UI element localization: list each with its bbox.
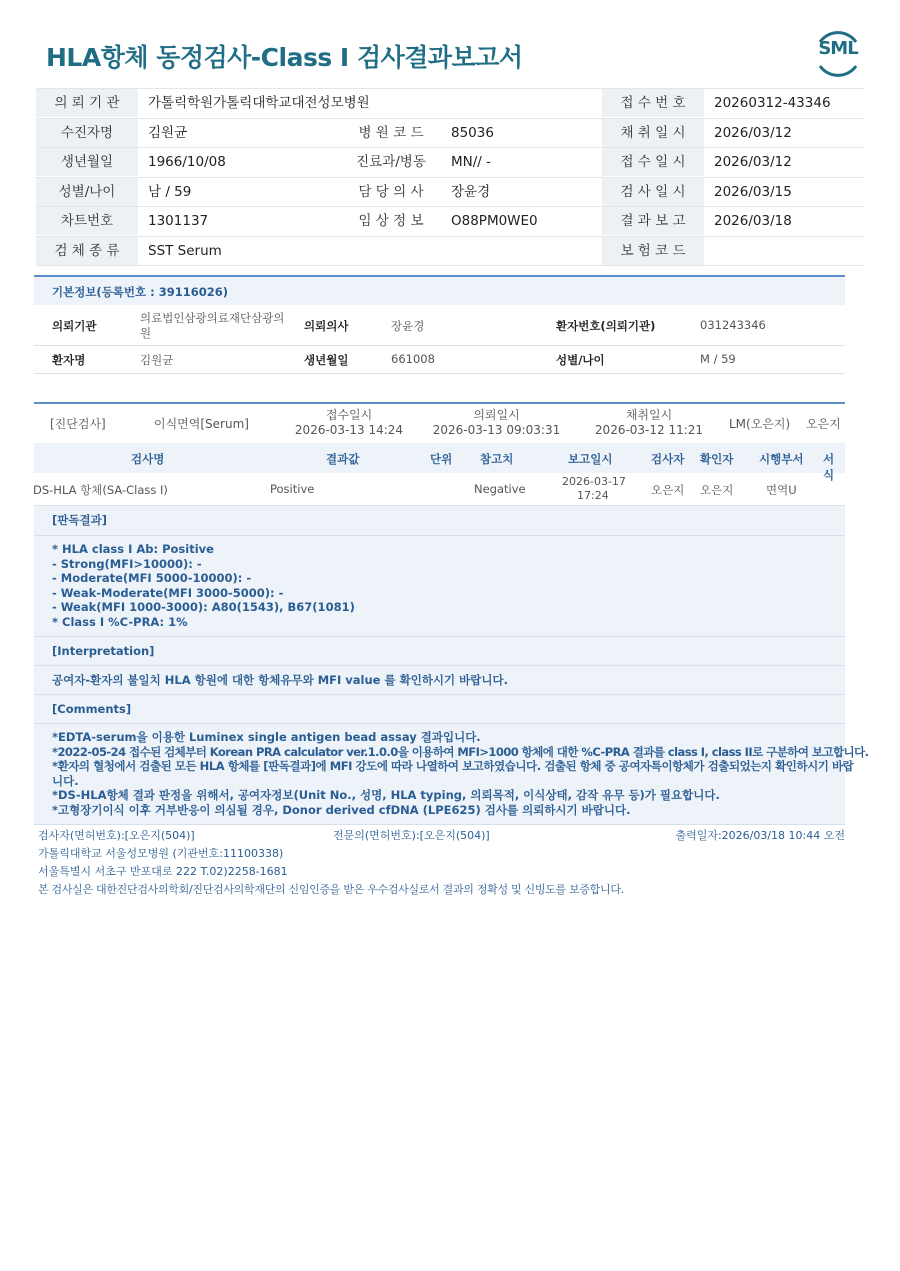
basic-value: M / 59 [700, 352, 736, 366]
basic-value: 661008 [391, 352, 435, 366]
col-header: 단위 [430, 452, 453, 466]
received-label: 접수일시 [325, 408, 373, 422]
info-value: 남 / 59 [148, 183, 192, 200]
info-value: 2026/03/12 [714, 124, 792, 141]
info-value: 1301137 [148, 213, 209, 229]
person-name: 오은지 [806, 417, 841, 431]
interpretation-heading-panel [34, 637, 845, 666]
patient-info-grid [36, 88, 864, 266]
print-date: 출력일자:2026/03/18 10:44 오전 [675, 829, 845, 842]
judgement-heading: [판독결과] [52, 513, 107, 527]
col-header: 참고치 [480, 452, 514, 466]
checker-name: 오은지 [700, 483, 734, 497]
info-value: 2026/03/18 [714, 213, 792, 229]
judgement-line: - Weak-Moderate(MFI 3000-5000): - [52, 585, 284, 600]
info-value: SST Serum [148, 242, 222, 259]
hospital-name: 가톨릭대학교 서울성모병원 (기관번호:11100338) [38, 847, 284, 860]
info-label: 임 상 정 보 [358, 213, 424, 229]
basic-label: 환자번호(의뢰기관) [556, 319, 656, 333]
col-header: 확인자 [700, 452, 734, 466]
judgement-line: - Strong(MFI>10000): - [52, 556, 202, 571]
info-label: 의 뢰 기 관 [36, 89, 138, 117]
col-header: 검사자 [651, 452, 685, 466]
comments-heading-panel [34, 695, 845, 724]
judgement-line: - Weak(MFI 1000-3000): A80(1543), B67(1081) [52, 600, 355, 615]
comments-heading: [Comments] [52, 702, 132, 716]
logo-text: SML [818, 38, 858, 59]
exam-dept: 이식면역[Serum] [154, 417, 249, 431]
comments-panel [34, 724, 869, 825]
reference-value: Negative [474, 482, 526, 496]
exec-dept: 면역U [766, 483, 797, 497]
info-value: 가톨릭학원가톨릭대학교대전성모병원 [148, 95, 370, 111]
col-header: 보고일시 [568, 452, 613, 466]
basic-label: 의뢰의사 [304, 319, 349, 333]
exam-category: [진단검사] [50, 417, 106, 431]
info-row [36, 88, 864, 119]
info-label: 검 사 일 시 [602, 178, 704, 206]
requested-value: 2026-03-13 09:03:31 [432, 423, 561, 437]
judgement-heading-panel [34, 506, 845, 536]
judgement-line: * HLA class I Ab: Positive [52, 542, 214, 556]
collected-value: 2026-03-12 11:21 [594, 423, 704, 437]
report-date: 2026-03-17 [562, 475, 626, 488]
collected-label: 채취일시 [625, 408, 673, 422]
basic-info-row [34, 304, 845, 346]
basic-info-header [34, 275, 845, 305]
info-value: O88PM0WE0 [451, 213, 538, 229]
comment-line: *DS-HLA항체 결과 판정을 위해서, 공여자정보(Unit No., 성명, HLA typing, 의뢰목적, 이식상태, 감작 유무 등)가 필요합니다. [52, 788, 720, 803]
info-label: 검 체 종 류 [36, 237, 138, 265]
basic-value: 원 [140, 326, 152, 340]
col-header: 검사명 [131, 452, 165, 466]
info-row [36, 178, 864, 208]
info-value: 김원균 [148, 124, 188, 141]
info-label: 채 취 일 시 [602, 119, 704, 147]
basic-value: 의료법인삼광의료재단삼광의 [140, 311, 285, 325]
info-value: 1966/10/08 [148, 154, 226, 170]
comment-line: *환자의 혈청에서 검출된 모든 HLA 항체를 [판독결과]에 MFI 강도에 따라 나열하여 보고하였습니다. 검출된 항체 중 공여자특이항체가 검출되었는지 확인하시기 바랍 [52, 759, 854, 774]
interpretation-panel [34, 666, 845, 695]
requested-label: 의뢰일시 [473, 408, 520, 422]
comment-line: *EDTA-serum을 이용한 Luminex single antigen bead assay 결과입니다. [52, 730, 481, 744]
info-label: 보 험 코 드 [602, 237, 704, 265]
info-label: 진료과/병동 [356, 154, 426, 170]
judgement-panel [34, 536, 845, 637]
info-value: MN// - [451, 154, 492, 170]
report-time: 17:24 [577, 489, 609, 502]
certification-note: 본 검사실은 대한진단검사의학회/진단검사의학재단의 신임인증을 받은 우수검사실로서 결과의 정확성 및 신빙도를 보증합니다. [38, 883, 624, 896]
interpretation-text: 공여자-환자의 불일치 HLA 항원에 대한 항체유무와 MFI value 를 확인하시기 바랍니다. [52, 673, 508, 687]
basic-info-heading: 기본정보(등록번호 : 39116026) [52, 285, 229, 299]
table-row [34, 473, 845, 506]
report-title: HLA항체 동정검사-Class I 검사결과보고서 [46, 43, 523, 72]
info-value: 2026/03/15 [714, 183, 792, 200]
info-value: 장윤경 [451, 183, 491, 200]
specialist-license: 전문의(면허번호):[오은지(504)] [333, 829, 490, 842]
info-row [36, 237, 864, 267]
info-label: 결 과 보 고 [602, 207, 704, 235]
tester-name: 오은지 [651, 483, 685, 497]
col-header: 서식 [823, 452, 835, 482]
col-header: 결과값 [326, 452, 360, 466]
tester-license: 검사자(면허번호):[오은지(504)] [38, 829, 195, 842]
comment-line: *2022-05-24 접수된 검체부터 Korean PRA calculator ver.1.0.0을 이용하여 MFI>1000 항체에 대한 %C-PRA 결과를 class I, class II로 구분하여 보고합니다. [52, 744, 869, 759]
basic-label: 성별/나이 [556, 353, 605, 367]
info-value: 20260312-43346 [714, 95, 831, 111]
info-label: 생년월일 [36, 148, 138, 176]
basic-info-row [34, 346, 845, 374]
info-row [36, 207, 864, 237]
test-name: DS-HLA 항체(SA-Class I) [33, 483, 168, 497]
basic-label: 생년월일 [304, 353, 349, 367]
info-label: 성별/나이 [36, 178, 138, 206]
hospital-address: 서울특별시 서초구 반포대로 222 T.02)2258-1681 [38, 865, 288, 878]
info-value: 2026/03/12 [714, 154, 792, 170]
info-row [36, 119, 864, 149]
info-label: 수진자명 [36, 119, 138, 147]
col-header: 시행부서 [759, 452, 804, 466]
basic-label: 의뢰기관 [52, 319, 97, 333]
info-value: 85036 [451, 124, 494, 141]
lm-name: LM(오은지) [729, 417, 791, 431]
info-value [714, 237, 864, 265]
basic-value: 김원균 [140, 353, 174, 367]
interpretation-heading: [Interpretation] [52, 644, 155, 658]
info-label: 차트번호 [36, 207, 138, 235]
result-value: Positive [270, 482, 315, 496]
basic-value: 장윤경 [391, 319, 425, 333]
comment-line: 니다. [52, 773, 79, 788]
received-value: 2026-03-13 14:24 [294, 423, 404, 437]
info-label: 담 당 의 사 [358, 183, 424, 200]
basic-value: 031243346 [700, 318, 766, 332]
sml-logo [812, 28, 864, 78]
basic-label: 환자명 [52, 353, 86, 367]
info-label: 접 수 일 시 [602, 148, 704, 176]
comment-line: *고형장기이식 이후 거부반응이 의심될 경우, Donor derived cfDNA (LPE625) 검사를 의뢰하시기 바랍니다. [52, 803, 631, 817]
judgement-line: - Moderate(MFI 5000-10000): - [52, 571, 252, 586]
info-label: 병 원 코 드 [358, 124, 424, 141]
info-label: 접 수 번 호 [602, 89, 704, 117]
exam-info [34, 402, 845, 444]
judgement-line: * Class I %C-PRA: 1% [52, 615, 188, 629]
info-row [36, 148, 864, 178]
